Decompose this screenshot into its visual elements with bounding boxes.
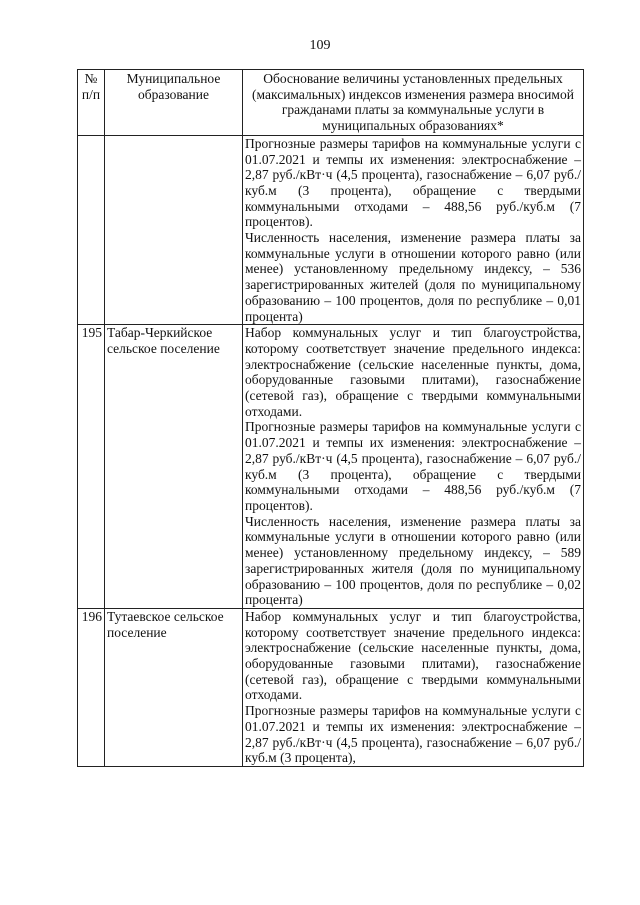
row-municipality [105, 135, 243, 324]
row-municipality: Табар-Черкийское сельское поселение [105, 325, 243, 609]
header-justification: Обоснование величины установленных предельных (максимальных) индексов изменения размера вносимой гражданами платы за коммунальные услуги в муниципальных образованиях* [243, 70, 584, 136]
header-number: № п/п [78, 70, 105, 136]
row-justification [243, 135, 584, 324]
table-row [78, 135, 584, 324]
paragraph: Прогнозные размеры тарифов на коммунальные услуги с 01.07.2021 и темпы их изменения: электроснабжение – 2,87 руб./кВт·ч (4,5 процента), газоснабжение – 6,07 руб./куб.м (3 процента), обращение с твердыми коммунальными отходами – 488,56 руб./куб.м (7 процентов). [245, 135, 581, 230]
table-header-row [78, 70, 584, 136]
table-row [78, 325, 584, 609]
page-number: 109 [309, 38, 331, 53]
paragraph: Набор коммунальных услуг и тип благоустройства, которому соответствует значение предельного индекса: электроснабжение (сельские населенные пункты, дома, оборудованные газовыми плитами), газоснабжение (сетевой газ), обращение с твердыми коммунальными отходами. [245, 325, 581, 419]
paragraph: Численность населения, изменение размера платы за коммунальные услуги в отношении которого равно (или менее) установленному предельному индексу, – 589 зарегистрированных жителя (доля по муниципальному образованию – 100 процентов, доля по республике – 0,02 процента) [245, 513, 581, 608]
paragraph: Прогнозные размеры тарифов на коммунальные услуги с 01.07.2021 и темпы их изменения: электроснабжение – 2,87 руб./кВт·ч (4,5 процента), газоснабжение – 6,07 руб./куб.м (3 процента), [245, 703, 581, 766]
row-justification [243, 325, 584, 609]
row-number [78, 135, 105, 324]
paragraph: Численность населения, изменение размера платы за коммунальные услуги в отношении которого равно (или менее) установленному предельному индексу, – 536 зарегистрированных жителей (доля по муниципальному образованию – 100 процентов, доля по республике – 0,01 процента) [245, 230, 581, 324]
paragraph: Прогнозные размеры тарифов на коммунальные услуги с 01.07.2021 и темпы их изменения: электроснабжение – 2,87 руб./кВт·ч (4,5 процента), газоснабжение – 6,07 руб./куб.м (3 процента), обращение с твердыми коммунальными отходами – 488,56 руб./куб.м (7 процентов). [245, 419, 581, 513]
table-row [78, 608, 584, 766]
row-number: 195 [78, 325, 105, 609]
tariff-table [77, 69, 584, 767]
row-municipality: Тутаевское сельское поселение [105, 608, 243, 766]
header-municipality: Муниципальное образование [105, 70, 243, 136]
row-number: 196 [78, 608, 105, 766]
paragraph: Набор коммунальных услуг и тип благоустройства, которому соответствует значение предельного индекса: электроснабжение (сельские населенные пункты, дома, оборудованные газовыми плитами), газоснабжение (сетевой газ), обращение с твердыми коммунальными отходами. [245, 608, 581, 703]
row-justification [243, 608, 584, 766]
